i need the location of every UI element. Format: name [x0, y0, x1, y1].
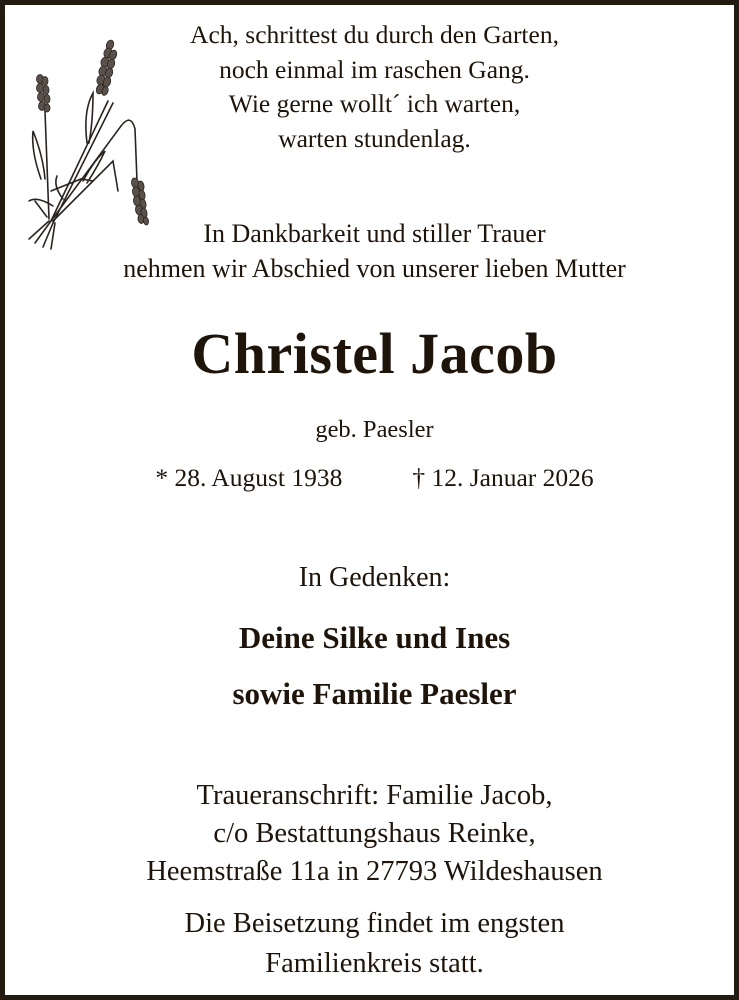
death-date: † 12. Januar 2026 [412, 463, 594, 492]
poem-line-2: noch einmal im raschen Gang. [219, 55, 530, 84]
birth-date: * 28. August 1938 [155, 463, 343, 492]
address-line-1: Traueranschrift: Familie Jacob, [196, 780, 553, 811]
life-dates [5, 465, 739, 491]
mourners-line-2: sowie Familie Paesler [232, 676, 517, 711]
burial-line-1: Die Beisetzung findet im engsten [184, 908, 565, 939]
intro-line-2: nehmen wir Abschied von unserer lieben Mutter [123, 254, 626, 283]
mourners-line-1: Deine Silke und Ines [238, 620, 511, 655]
address-line-2: c/o Bestattungshaus Reinke, [213, 818, 536, 849]
memory-heading: In Gedenken: [298, 562, 451, 593]
poem-line-4: warten stundenlag. [278, 124, 471, 153]
poem-line-3: Wie gerne wollt´ ich warten, [228, 89, 521, 118]
deceased-name: Christel Jacob [191, 321, 558, 386]
poem-line-1: Ach, schrittest du durch den Garten, [190, 20, 559, 49]
maiden-name: geb. Paesler [315, 416, 434, 443]
intro-line-1: In Dankbarkeit und stiller Trauer [203, 219, 546, 248]
address-line-3: Heemstraße 11a in 27793 Wildeshausen [146, 856, 603, 887]
burial-line-2: Familienkreis statt. [265, 948, 484, 979]
